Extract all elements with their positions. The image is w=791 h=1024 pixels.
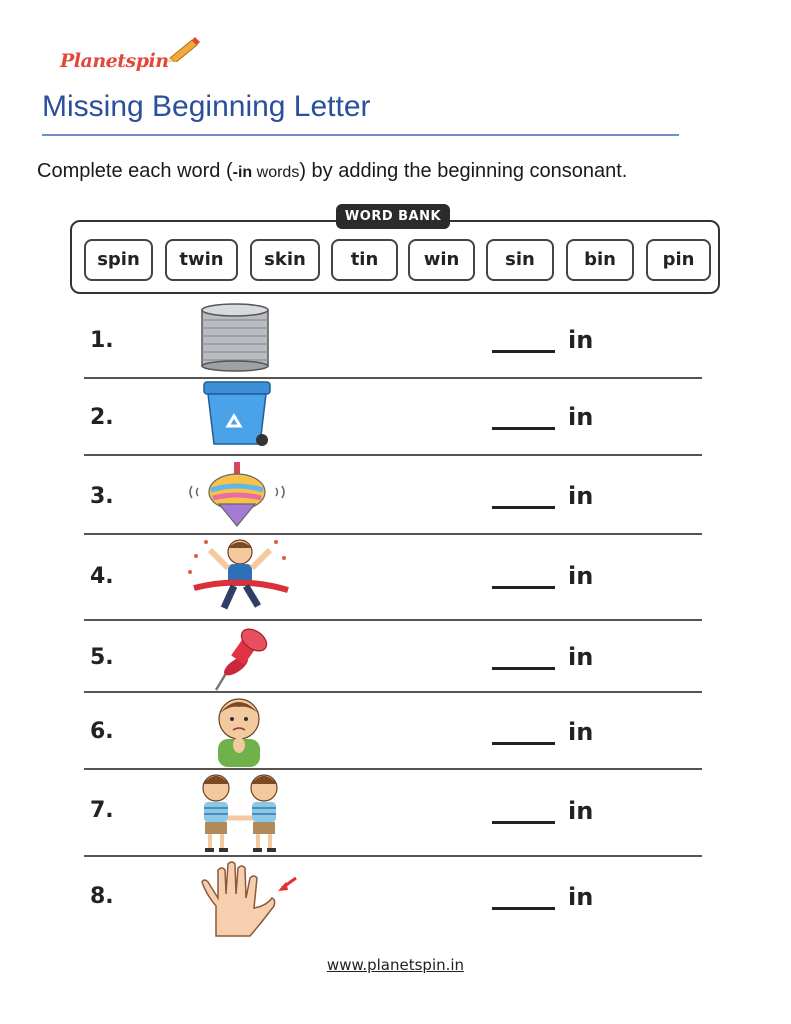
- row-divider: [84, 533, 702, 535]
- word-ending: in: [568, 482, 594, 510]
- row-number: 2.: [90, 405, 114, 430]
- instruction-text: [37, 160, 627, 183]
- row-divider: [84, 377, 702, 379]
- word-ending: in: [568, 643, 594, 671]
- word-ending: in: [568, 403, 594, 431]
- row-divider: [84, 768, 702, 770]
- logo: [60, 36, 200, 82]
- page-title: Missing Beginning Letter: [42, 90, 371, 123]
- instruction-before: Complete each word (: [37, 160, 233, 182]
- answer-blank[interactable]: [492, 350, 555, 353]
- row-number: 3.: [90, 484, 114, 509]
- word-chip: pin: [646, 239, 711, 281]
- row-divider: [84, 619, 702, 621]
- instruction-after: ) by adding the beginning consonant.: [299, 160, 628, 182]
- pencil-icon: [166, 36, 200, 62]
- word-ending: in: [568, 718, 594, 746]
- sorry-boy-icon: [212, 693, 266, 767]
- hand-skin-icon: [196, 858, 300, 938]
- row-number: 6.: [90, 719, 114, 744]
- word-chip: bin: [566, 239, 634, 281]
- answer-blank[interactable]: [492, 667, 555, 670]
- answer-blank[interactable]: [492, 742, 555, 745]
- word-bank-label: WORD BANK: [336, 204, 450, 229]
- word-ending: in: [568, 883, 594, 911]
- word-ending: in: [568, 326, 594, 354]
- word-chip: sin: [486, 239, 554, 281]
- answer-blank[interactable]: [492, 506, 555, 509]
- instruction-suffix: -in: [232, 164, 253, 181]
- answer-blank[interactable]: [492, 907, 555, 910]
- word-chip: spin: [84, 239, 153, 281]
- word-chip: twin: [165, 239, 238, 281]
- word-chip: skin: [250, 239, 320, 281]
- row-divider: [84, 454, 702, 456]
- row-divider: [84, 691, 702, 693]
- row-number: 1.: [90, 328, 114, 353]
- row-number: 7.: [90, 798, 114, 823]
- row-number: 5.: [90, 645, 114, 670]
- row-number: 8.: [90, 884, 114, 909]
- instruction-word-hint: [233, 164, 300, 181]
- word-ending: in: [568, 797, 594, 825]
- answer-blank[interactable]: [492, 427, 555, 430]
- word-chip: tin: [331, 239, 398, 281]
- answer-blank[interactable]: [492, 586, 555, 589]
- word-chip: win: [408, 239, 475, 281]
- title-underline: [42, 134, 679, 136]
- twin-boys-icon: [192, 772, 288, 854]
- spinning-top-icon: [184, 460, 290, 530]
- tin-can-icon: [198, 302, 272, 372]
- row-divider: [84, 855, 702, 857]
- word-ending: in: [568, 562, 594, 590]
- winning-runner-icon: [184, 536, 296, 616]
- answer-blank[interactable]: [492, 821, 555, 824]
- row-number: 4.: [90, 564, 114, 589]
- instruction-middle: words: [252, 164, 300, 181]
- push-pin-icon: [214, 626, 270, 692]
- footer-link[interactable]: www.planetspin.in: [326, 956, 465, 974]
- recycle-bin-icon: [200, 378, 274, 450]
- logo-text: Planetspin: [60, 50, 169, 72]
